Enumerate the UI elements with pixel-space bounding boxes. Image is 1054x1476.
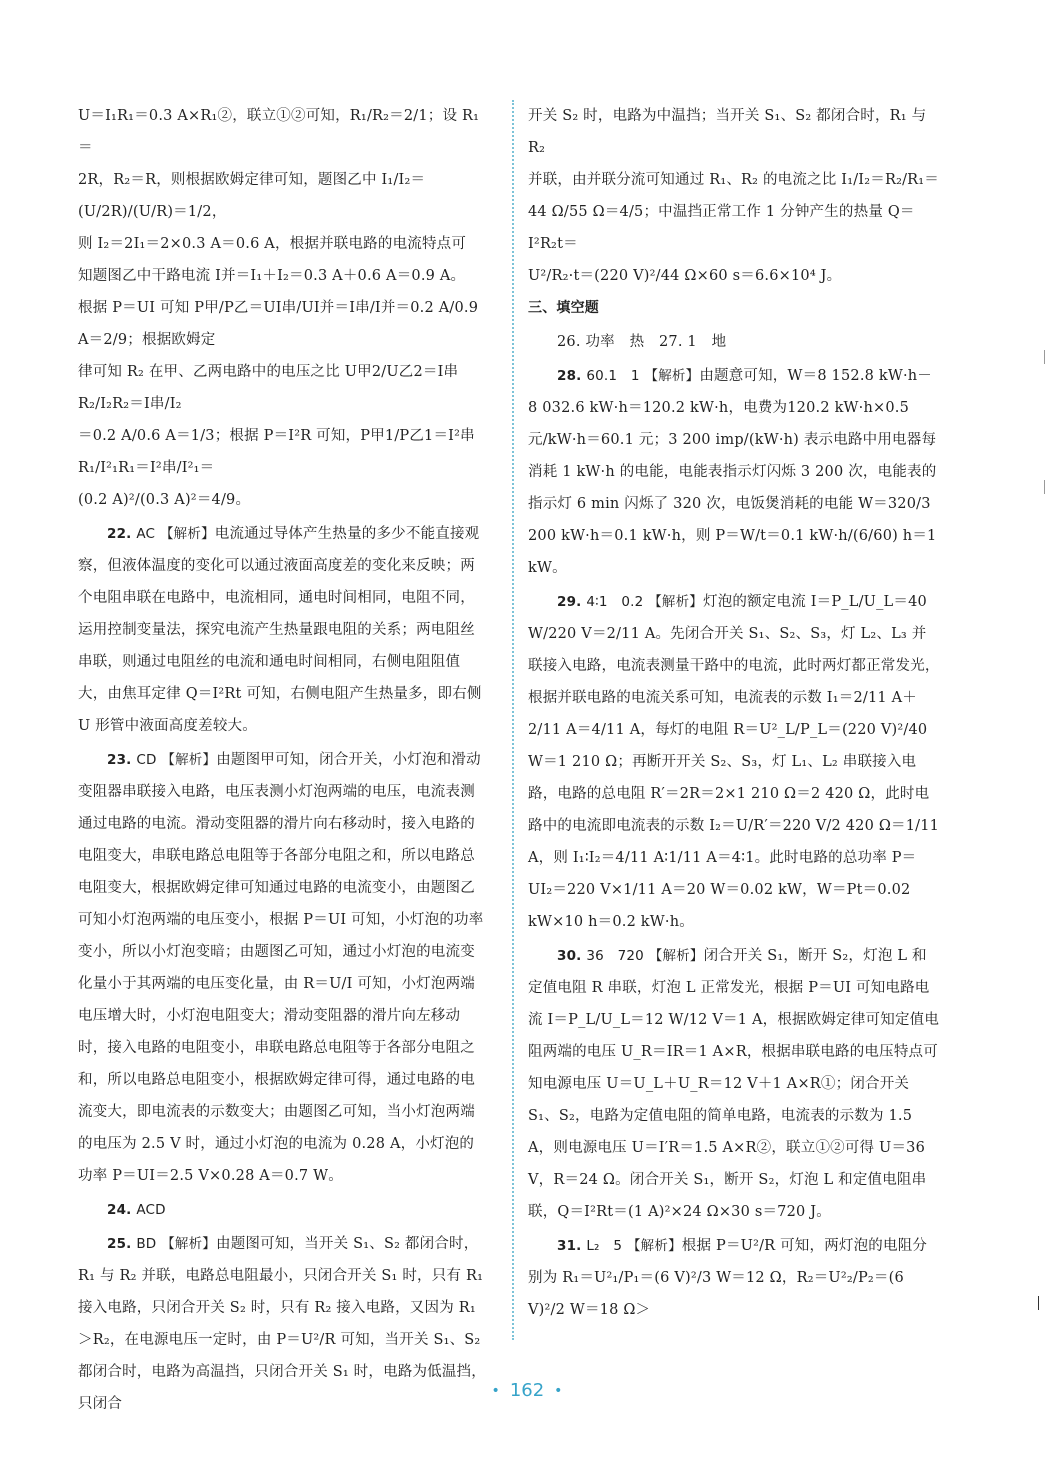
q21-line: 知题图乙中干路电流 I并＝I₁＋I₂＝0.3 A＋0.6 A＝0.9 A。 <box>78 268 466 284</box>
q21-line: 2R，R₂＝R，则根据欧姆定律可知，题图乙中 I₁/I₂＝(U/2R)/(U/R)＝1/2， <box>78 172 426 220</box>
question-26-27: 26. 功率 热 27. 1 地 <box>557 334 727 350</box>
question-30 <box>528 940 940 1228</box>
q21-line: 根据 P＝UI 可知 P甲/P乙＝UI串/UI并＝I串/I并＝0.2 A/0.9 A＝2/9；根据欧姆定 <box>78 300 483 348</box>
q21-line: U＝I₁R₁＝0.3 A×R₁②，联立①②可知，R₁/R₂＝2/1；设 R₁＝ <box>78 108 480 156</box>
q25-line: 44 Ω/55 Ω＝4/5；中温挡正常工作 1 分钟产生的热量 Q＝I²R₂t＝ <box>528 204 915 252</box>
question-answer: CD <box>136 752 157 768</box>
q25-line: 开关 S₂ 时，电路为中温挡；当开关 S₁、S₂ 都闭合时，R₁ 与 R₂ <box>528 108 932 156</box>
analysis-tag: 【解析】 <box>626 1238 682 1254</box>
question-answer: AC <box>136 526 156 542</box>
question-31 <box>528 1230 940 1326</box>
question-23 <box>78 744 488 1192</box>
analysis-tag: 【解析】 <box>161 1236 217 1252</box>
question-24 <box>78 1194 488 1226</box>
question-number: 24. <box>107 1202 132 1218</box>
question-number: 31. <box>557 1238 582 1254</box>
question-answer: L₂ 5 <box>586 1238 623 1254</box>
q25-line: 并联，由并联分流可知通过 R₁、R₂ 的电流之比 I₁/I₂＝R₂/R₁＝ <box>528 172 939 188</box>
q21-line: 则 I₂＝2I₁＝2×0.3 A＝0.6 A，根据并联电路的电流特点可 <box>78 236 467 252</box>
left-column <box>78 100 488 1420</box>
question-29 <box>528 586 940 938</box>
analysis-tag: 【解析】 <box>161 752 217 768</box>
analysis-text: 电流通过导体产生热量的多少不能直接观察，但液体温度的变化可以通过液面高度差的变化来反映；两个电阻串联在电路中，电流相同，通电时间相同，电阻不同，运用控制变量法，探究电流产生热量跟电阻的关系；两电阻丝串联，则通过电阻丝的电流和通电时间相同，右侧电阻阻值大，由焦耳定律 Q＝I²Rt 可知，右侧电阻产生热量多，即右侧 U 形管中液面高度差较大。 <box>78 526 482 734</box>
question-number: 22. <box>107 526 132 542</box>
analysis-text: 由题图可知，当开关 S₁、S₂ 都闭合时，R₁ 与 R₂ 并联，电路总电阻最小，只闭合开关 S₁ 时，只有 R₁ 接入电路，只闭合开关 S₂ 时，只有 R₂ 接入电路，又因为 R₁＞R₂，在电源电压一定时，由 P＝U²/R 可知，当开关 S₁、S₂ 都闭合时，电路为高温挡，只闭合开关 S₁ 时，电路为低温挡，只闭合 <box>78 1236 486 1412</box>
question-number: 29. <box>557 594 582 610</box>
analysis-text: 由题图甲可知，闭合开关，小灯泡和滑动变阻器串联接入电路，电压表测小灯泡两端的电压，电流表测通过电路的电流。滑动变阻器的滑片向右移动时，接入电路的电阻变大，串联电路总电阻等于各部分电阻之和，所以电路总电阻变大，根据欧姆定律可知通过电路的电流变小，由题图乙可知小灯泡两端的电压变小，根据 P＝UI 可知，小灯泡的功率变小，所以小灯泡变暗；由题图乙可知，通过小灯泡的电流变化量小于其两端的电压变化量，由 R＝U/I 可知，小灯泡两端电压增大时，小灯泡电阻变大；滑动变阻器的滑片向左移动时，接入电路的电阻变小，串联电路总电阻等于各部分电阻之和，所以电路总电阻变小，根据欧姆定律可得，通过电路的电流变大，即电流表的示数变大；由题图乙可知，当小灯泡两端的电压为 2.5 V 时，通过小灯泡的电流为 0.28 A，小灯泡的功率 P＝UI＝2.5 V×0.28 A＝0.7 W。 <box>78 752 484 1184</box>
scan-edge-mark <box>1044 480 1045 494</box>
question-number: 30. <box>557 948 582 964</box>
page-number <box>0 1380 1054 1401</box>
analysis-tag: 【解析】 <box>648 948 704 964</box>
question-number: 23. <box>107 752 132 768</box>
q21-line: (0.2 A)²/(0.3 A)²＝4/9。 <box>78 492 251 508</box>
bullet-icon: • <box>554 1383 563 1399</box>
scan-edge-mark <box>1044 350 1045 364</box>
scan-edge-mark <box>1038 1296 1039 1310</box>
analysis-text: 灯泡的额定电流 I＝P_L/U_L＝40 W/220 V＝2/11 A。先闭合开关 S₁、S₂、S₃，灯 L₂、L₃ 并联接入电路，电流表测量干路中的电流，此时两灯都正常发光，根据并联电路的电流关系可知，电流表的示数 I₁＝2/11 A＋2/11 A＝4/11 A，每灯的电阻 R＝U²_L/P_L＝(220 V)²/40 W＝1 210 Ω；再断开开关 S₂、S₃，灯 L₁、L₂ 串联接入电路，电路的总电阻 R′＝2R＝2×1 210 Ω＝2 420 Ω，此时电路中的电流即电流表的示数 I₂＝U/R′＝220 V/2 420 Ω＝1/11 A，则 I₁∶I₂＝4/11 A∶1/11 A＝4∶1。此时电路的总功率 P＝UI₂＝220 V×1/11 A＝20 W＝0.02 kW，W＝Pt＝0.02 kW×10 h＝0.2 kW·h。 <box>528 594 940 930</box>
question-answer: 60.1 1 <box>586 368 640 384</box>
analysis-tag: 【解析】 <box>159 526 215 542</box>
column-divider <box>512 100 514 1340</box>
analysis-tag: 【解析】 <box>644 368 700 384</box>
q25-line: U²/R₂·t＝(220 V)²/44 Ω×60 s＝6.6×10⁴ J。 <box>528 268 842 284</box>
question-answer: 4∶1 0.2 <box>586 594 644 610</box>
question-number: 28. <box>557 368 582 384</box>
question-28 <box>528 360 940 584</box>
question-answer: 36 720 <box>586 948 644 964</box>
bullet-icon: • <box>491 1383 500 1399</box>
right-column <box>528 100 940 1326</box>
page-number-value: 162 <box>509 1380 545 1401</box>
analysis-tag: 【解析】 <box>648 594 704 610</box>
question-number: 25. <box>107 1236 132 1252</box>
section-heading: 三、填空题 <box>528 300 599 316</box>
analysis-text: 根据 P＝U²/R 可知，两灯泡的电阻分别为 R₁＝U²₁/P₁＝(6 V)²/3 W＝12 Ω，R₂＝U²₂/P₂＝(6 V)²/2 W＝18 Ω＞ <box>528 1238 928 1318</box>
q21-line: 律可知 R₂ 在甲、乙两电路中的电压之比 U甲2/U乙2＝I串R₂/I₂R₂＝I串/I₂ <box>78 364 459 412</box>
question-answer: ACD <box>136 1202 166 1218</box>
question-22 <box>78 518 488 742</box>
analysis-text: 由题意可知，W＝8 152.8 kW·h－8 032.6 kW·h＝120.2 kW·h，电费为120.2 kW·h×0.5 元/kW·h＝60.1 元；3 200 imp/(kW·h) 表示电路中用电器每消耗 1 kW·h 的电能，电能表指示灯闪烁 3 200 次，电能表的指示灯 6 min 闪烁了 320 次，电饭煲消耗的电能 W＝320/3 200 kW·h＝0.1 kW·h，则 P＝W/t＝0.1 kW·h/(6/60) h＝1 kW。 <box>528 368 937 576</box>
q21-line: ＝0.2 A/0.6 A＝1/3；根据 P＝I²R 可知，P甲1/P乙1＝I²串R₁/I²₁R₁＝I²串/I²₁＝ <box>78 428 475 476</box>
question-answer: BD <box>136 1236 157 1252</box>
analysis-text: 闭合开关 S₁，断开 S₂，灯泡 L 和定值电阻 R 串联，灯泡 L 正常发光，根据 P＝UI 可知电路电流 I＝P_L/U_L＝12 W/12 V＝1 A，根据欧姆定律可知定值电阻两端的电压 U_R＝IR＝1 A×R，根据串联电路的电压特点可知电源电压 U＝U_L＋U_R＝12 V＋1 A×R①；闭合开关 S₁、S₂，电路为定值电阻的简单电路，电流表的示数为 1.5 A，则电源电压 U＝I′R＝1.5 A×R②，联立①②可得 U＝36 V，R＝24 Ω。闭合开关 S₁，断开 S₂，灯泡 L 和定值电阻串联，Q＝I²Rt＝(1 A)²×24 Ω×30 s＝720 J。 <box>528 948 940 1220</box>
